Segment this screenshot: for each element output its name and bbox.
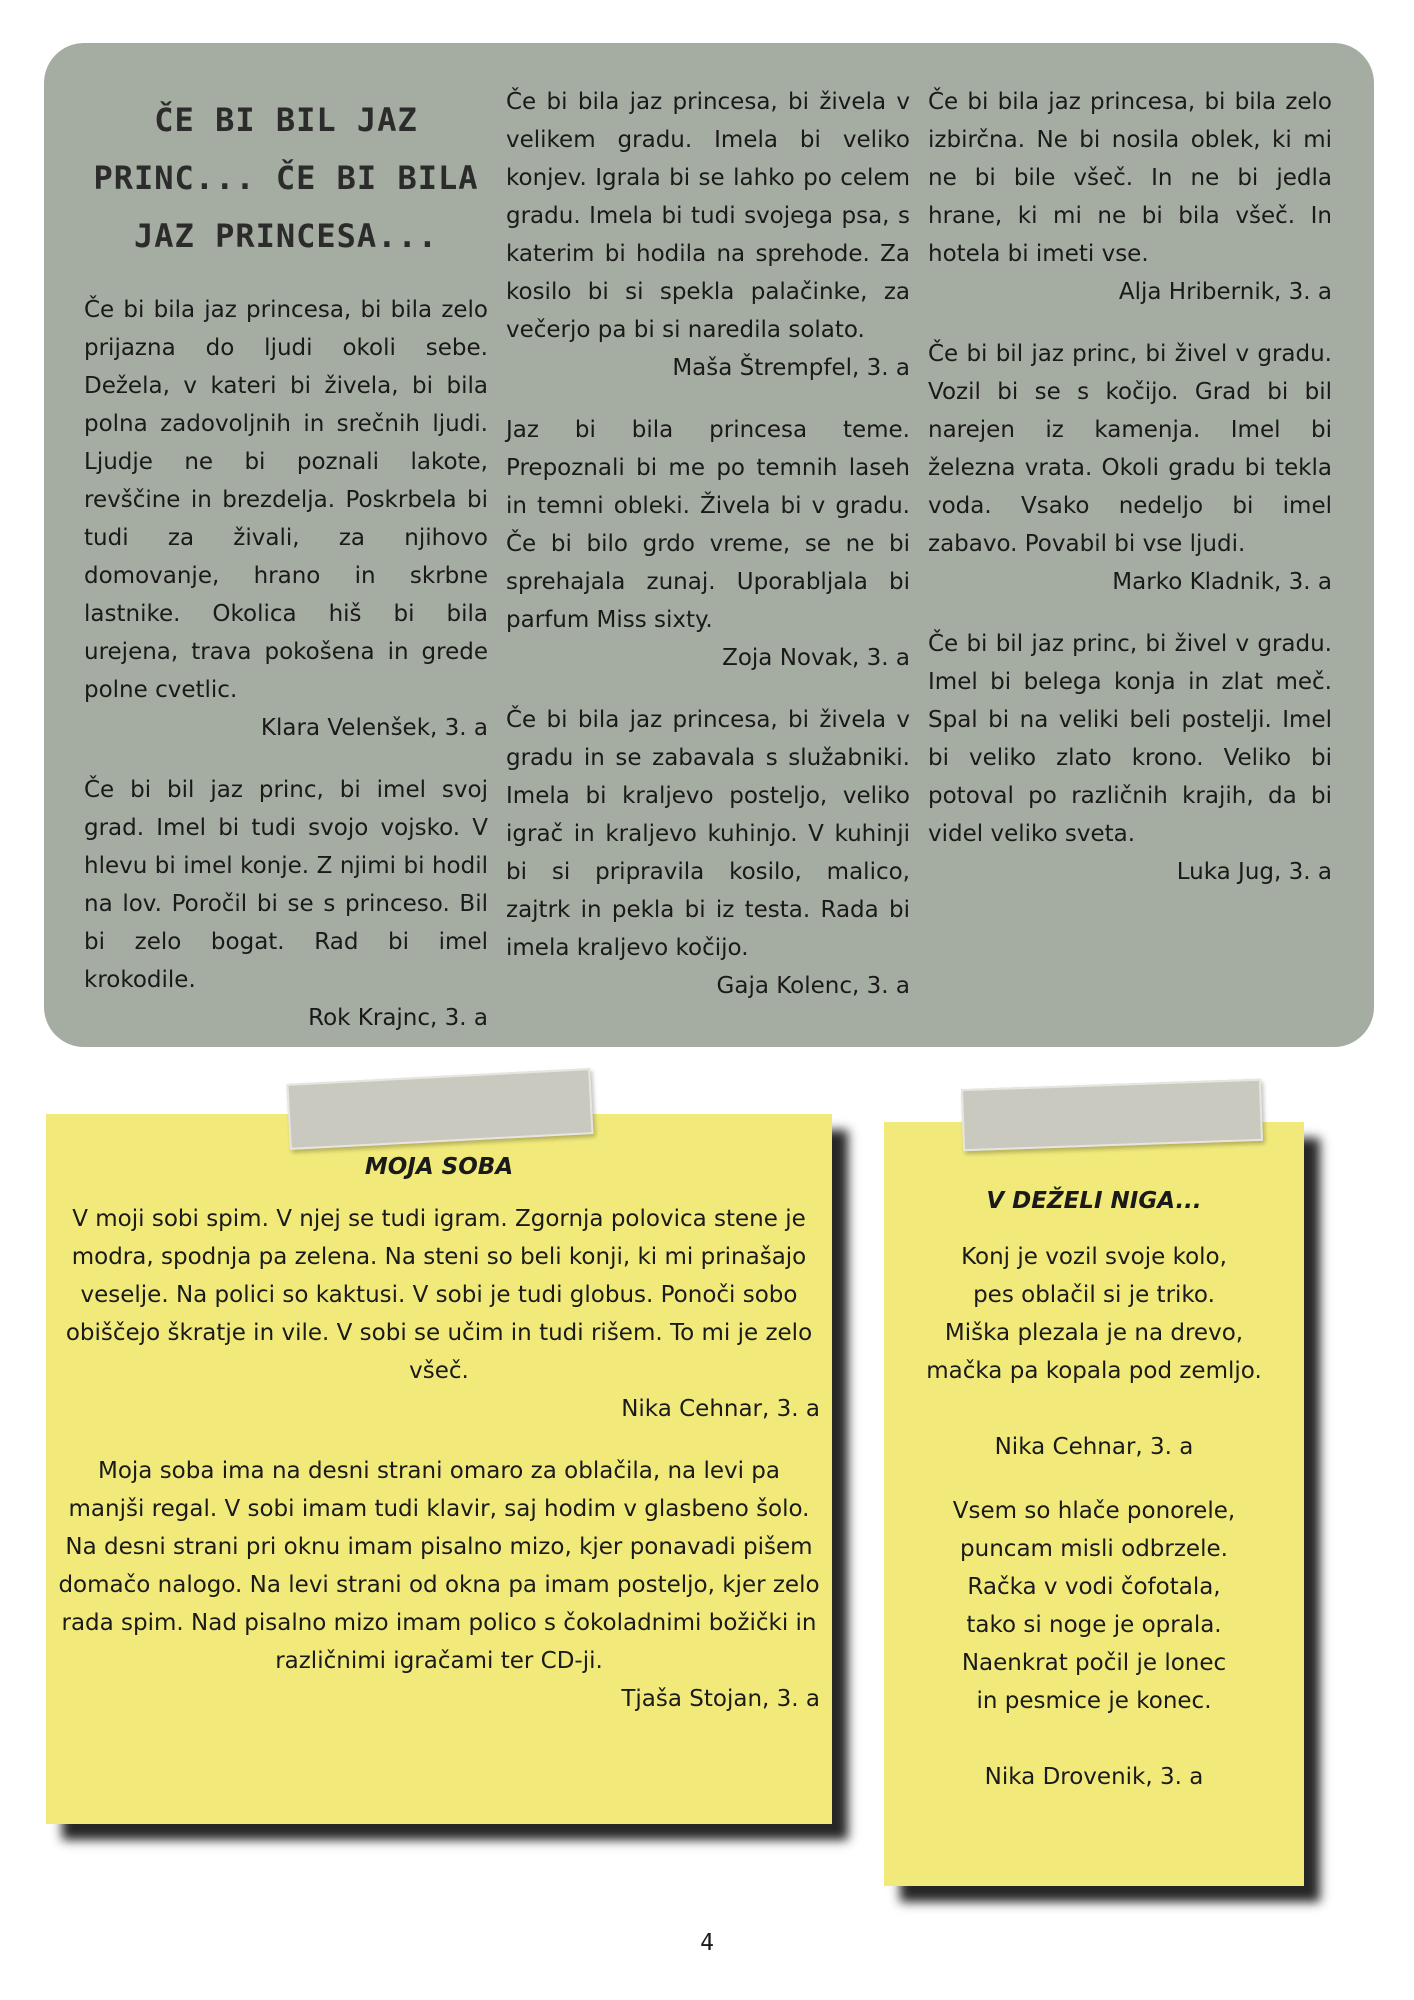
story-text: Če bi bila jaz princesa, bi živela v velikem gradu. Imela bi veliko konjev. Igrala bi se lahko po celem gradu. Imela bi tudi svojega psa, s katerim bi hodila na sprehode. Za kosilo bi si spekla palačinke, za večerjo pa bi si naredila solato.: [506, 89, 910, 343]
title-line: PRINC... ČE BI BILA: [93, 159, 479, 197]
story: [928, 625, 1332, 891]
page-title: [84, 91, 488, 265]
story: [928, 83, 1332, 311]
story-author: Gaja Kolenc, 3. a: [716, 973, 910, 999]
note-author: Nika Cehnar, 3. a: [621, 1396, 820, 1422]
page-number: 4: [700, 1930, 714, 1956]
note-title: V DEŽELI NIGA...: [986, 1188, 1202, 1214]
note-text: V moji sobi spim. V njej se tudi igram. Zgornja polovica stene je modra, spodnja pa zelena. Na steni so beli konji, ki mi prinašajo veselje. Na polici so kaktusi. V sobi je tudi globus. Ponoči sobo obiščejo škratje in vile. V sobi se učim in tudi rišem. To mi je zelo všeč.: [65, 1206, 813, 1384]
poem-line: in pesmice je konec.: [976, 1688, 1212, 1714]
poem: [892, 1238, 1296, 1466]
story: [928, 335, 1332, 601]
column-3: [928, 83, 1332, 915]
note-title: MOJA SOBA: [364, 1154, 514, 1180]
poem-line: Naenkrat počil je lonec: [961, 1650, 1227, 1676]
story: [506, 701, 910, 1005]
title-line: JAZ PRINCESA...: [134, 217, 438, 255]
note-author: Tjaša Stojan, 3. a: [621, 1686, 820, 1712]
poem-line: Račka v vodi čofotala,: [967, 1574, 1221, 1600]
story-author: Rok Krajnc, 3. a: [308, 1005, 488, 1031]
sticky-note-moja-soba: [46, 1114, 832, 1824]
story-author: Maša Štrempfel, 3. a: [672, 355, 910, 381]
poem-line: puncam misli odbrzele.: [960, 1536, 1228, 1562]
sticky-note-v-dezeli-niga: [884, 1122, 1304, 1886]
tape-strip: [961, 1079, 1263, 1151]
story-text: Če bi bila jaz princesa, bi živela v gradu in se zabavala s služabniki. Imela bi kraljevo posteljo, veliko igrač in kraljevo kuhinjo. V kuhinji bi si pripravila kosilo, malico, zajtrk in pekla bi iz testa. Rada bi imela kraljevo kočijo.: [506, 707, 910, 961]
story-text: Če bi bil jaz princ, bi živel v gradu. Vozil bi se s kočijo. Grad bi bil narejen iz kamenja. Imel bi železna vrata. Okoli gradu bi tekla voda. Vsako nedeljo bi imel zabavo. Povabil bi vse ljudi.: [928, 341, 1332, 557]
stories-panel: [44, 43, 1374, 1047]
story-text: Jaz bi bila princesa teme. Prepoznali bi me po temnih laseh in temni obleki. Živela bi v gradu. Če bi bilo grdo vreme, se ne bi sprehajala zunaj. Uporabljala bi parfum Miss sixty.: [506, 417, 910, 633]
note-text: Moja soba ima na desni strani omaro za oblačila, na levi pa manjši regal. V sobi imam tudi klavir, saj hodim v glasbeno šolo. Na desni strani pri oknu imam pisalno mizo, kjer ponavadi pišem domačo nalogo. Na levi strani od okna pa imam posteljo, kjer zelo rada spim. Nad pisalno mizo imam polico s čokoladnimi božički in različnimi igračami ter CD-ji.: [58, 1458, 820, 1674]
note-entry: [58, 1200, 820, 1428]
poem-line: Miška plezala je na drevo,: [944, 1320, 1244, 1346]
poem-line: Vsem so hlače ponorele,: [952, 1498, 1236, 1524]
poem-line: mačka pa kopala pod zemljo.: [926, 1358, 1262, 1384]
story: [506, 411, 910, 677]
poem-line: pes oblačil si je triko.: [973, 1282, 1215, 1308]
story-author: Klara Velenšek, 3. a: [260, 715, 488, 741]
story: [84, 291, 488, 747]
story-author: Luka Jug, 3. a: [1176, 859, 1332, 885]
story: [506, 83, 910, 387]
poem-author: Nika Cehnar, 3. a: [994, 1434, 1194, 1460]
title-line: ČE BI BIL JAZ: [154, 101, 418, 139]
poem-author: Nika Drovenik, 3. a: [984, 1764, 1204, 1790]
column-2: [506, 83, 910, 1029]
story-text: Če bi bil jaz princ, bi imel svoj grad. Imel bi tudi svojo vojsko. V hlevu bi imel konje. Z njimi bi hodil na lov. Poročil bi se s princeso. Bil bi zelo bogat. Rad bi imel krokodile.: [84, 777, 488, 993]
poem: [892, 1492, 1296, 1796]
poem-line: Konj je vozil svoje kolo,: [961, 1244, 1227, 1270]
story-text: Če bi bila jaz princesa, bi bila zelo izbirčna. Ne bi nosila oblek, ki mi ne bi bile všeč. In ne bi jedla hrane, ki mi ne bi bila všeč. In hotela bi imeti vse.: [928, 89, 1332, 267]
story-text: Če bi bila jaz princesa, bi bila zelo prijazna do ljudi okoli sebe. Dežela, v kateri bi živela, bi bila polna zadovoljnih in srečnih ljudi. Ljudje ne bi poznali lakote, revščine in brezdelja. Poskrbela bi tudi za živali, za njihovo domovanje, hrano in skrbne lastnike. Okolica hiš bi bila urejena, trava pokošena in grede polne cvetlic.: [84, 297, 488, 703]
story-author: Zoja Novak, 3. a: [722, 645, 910, 671]
story-author: Marko Kladnik, 3. a: [1112, 569, 1332, 595]
story-text: Če bi bil jaz princ, bi živel v gradu. Imel bi belega konja in zlat meč. Spal bi na veliki beli postelji. Imel bi veliko zlato krono. Veliko bi potoval po različnih krajih, da bi videl veliko sveta.: [928, 631, 1332, 847]
note-entry: [58, 1452, 820, 1718]
story: [84, 771, 488, 1037]
poem-line: tako si noge je oprala.: [966, 1612, 1222, 1638]
story-author: Alja Hribernik, 3. a: [1118, 279, 1332, 305]
column-1: [84, 91, 488, 1061]
